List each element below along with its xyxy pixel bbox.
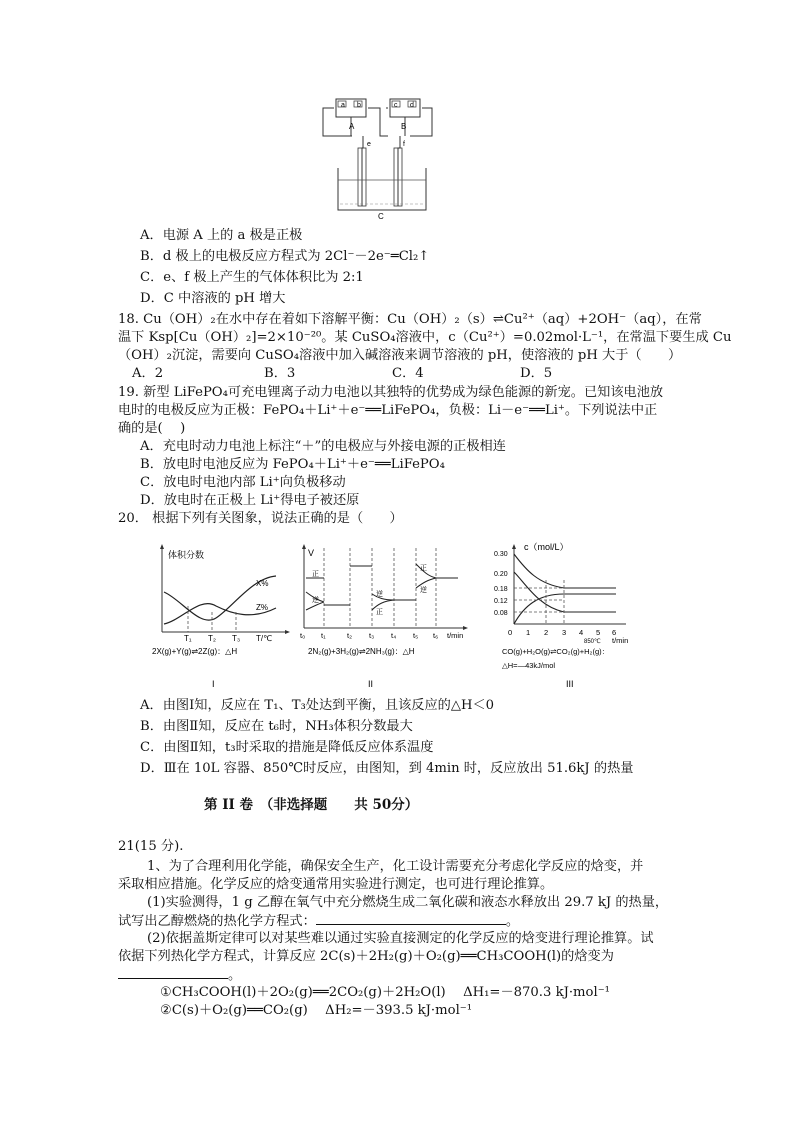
q18-option-b: B．3 xyxy=(264,366,296,381)
q19-option-b: B．放电时电池反应为 FePO₄＋Li⁺＋e⁻══LiFePO₄ xyxy=(140,457,445,472)
q21-p1-line1: 1、为了合理利用化学能，确保安全生产，化工设计需要充分考虑化学反应的焓变，并 xyxy=(147,859,644,874)
graph1-x-label: X% xyxy=(256,579,269,588)
graph2-tick-t6: t₆ xyxy=(433,631,439,640)
graph2-tick-t2: t₂ xyxy=(347,631,352,640)
graph2-v-neg-3: 逆 xyxy=(420,587,427,594)
graph3-xtick-1: 1 xyxy=(526,628,531,637)
electrolysis-diagram xyxy=(318,96,438,221)
graph2-v-pos-3: 正 xyxy=(420,565,427,572)
graph2-caption: II xyxy=(368,679,374,689)
q18-option-c: C．4 xyxy=(392,366,424,381)
graph3-ylabel: c（mol/L） xyxy=(524,542,569,552)
graph2-tick-t0: t₀ xyxy=(300,631,306,640)
graph2-tick-t1: t₁ xyxy=(321,631,326,640)
graph3-ytick-008: 0.08 xyxy=(494,610,508,617)
label-f: f xyxy=(403,141,405,148)
q18-line2: 温下 Ksp[Cu（OH）₂]=2×10⁻²⁰。某 CuSO₄溶液中，c（Cu²⁺）=0.02mol·L⁻¹，在常温下要生成 Cu xyxy=(118,330,732,345)
answer-blank-1[interactable] xyxy=(316,912,506,925)
graph2-tick-t4: t₄ xyxy=(391,631,397,640)
q17-option-d: D．C 中溶液的 pH 增大 xyxy=(140,291,286,306)
graph3-ytick-012: 0.12 xyxy=(494,598,508,605)
graph1-z-label: Z% xyxy=(256,603,268,612)
graph3-axis: t/min xyxy=(612,636,629,645)
graph-2 xyxy=(296,540,482,690)
q21-eq2: ②C(s)＋O₂(g)══CO₂(g) ΔH₂=－393.5 kJ·mol⁻¹ xyxy=(160,1003,473,1018)
graph2-v-pos-1: 正 xyxy=(312,571,319,578)
label-d: d xyxy=(410,102,414,109)
graph-3 xyxy=(486,540,666,690)
q20-stem: 20． 根据下列有关图象，说法正确的是（ ） xyxy=(118,511,403,526)
graph2-equation: 2N₂(g)+3H₂(g)⇌2NH₃(g)：△H xyxy=(308,647,415,656)
graph2-axis: t/min xyxy=(447,631,464,640)
graph3-equation: CO(g)+H₂O(g)⇌CO₂(g)+H₂(g)： xyxy=(502,647,610,656)
q18-option-d: D．5 xyxy=(520,366,553,381)
label-e: e xyxy=(367,141,371,148)
q21-p2-line1: (1)实验测得，1 g 乙醇在氧气中充分燃烧生成二氧化碳和液态水释放出 29.7 kJ 的热量， xyxy=(147,895,669,910)
graph1-ylabel: 体积分数 xyxy=(168,550,205,560)
q18-line3: （OH）₂沉淀，需要向 CuSO₄溶液中加入碱溶液来调节溶液的 pH，使溶液的 pH 大于（ ） xyxy=(118,348,682,363)
q21-p3-end: 。 xyxy=(228,968,242,983)
graph2-tick-t5: t₅ xyxy=(413,631,419,640)
label-C: C xyxy=(378,212,384,221)
graph3-caption: III xyxy=(566,679,574,689)
graph-1 xyxy=(152,540,292,690)
q21-p3-line1: (2)依据盖斯定律可以对某些难以通过实验直接测定的化学反应的焓变进行理论推算。试 xyxy=(147,931,654,946)
q20-option-d: D．Ⅲ在 10L 容器、850℃时反应，由图知，到 4min 时，反应放出 51.6kJ 的热量 xyxy=(140,761,634,776)
graph3-xtick-0: 0 xyxy=(508,628,513,637)
q19-line1: 19. 新型 LiFePO₄可充电锂离子动力电池以其独特的优势成为绿色能源的新宠。已知该电池放 xyxy=(118,385,664,400)
q19-option-a: A．充电时动力电池上标注“＋”的电极应与外接电源的正极相连 xyxy=(140,439,506,454)
q20-option-a: A．由图Ⅰ知，反应在 T₁、T₃处达到平衡，且该反应的△H＜0 xyxy=(140,698,495,713)
label-a: a xyxy=(341,102,345,109)
q19-option-c: C．放电时电池内部 Li⁺向负极移动 xyxy=(140,475,346,490)
q20-option-b: B．由图Ⅱ知，反应在 t₆时，NH₃体积分数最大 xyxy=(140,719,413,734)
label-A: A xyxy=(349,122,355,131)
graph1-equation: 2X(g)+Y(g)⇌2Z(g)：△H xyxy=(152,647,238,656)
graph1-caption: I xyxy=(212,679,215,689)
graph2-v-pos-2: 正 xyxy=(376,609,383,616)
label-c: c xyxy=(394,102,398,109)
graph3-ytick-030: 0.30 xyxy=(494,551,508,558)
q21-p3-line2: 依据下列热化学方程式，计算反应 2C(s)＋2H₂(g)＋O₂(g)══CH₃COOH(l)的焓变为 xyxy=(118,949,614,964)
graph3-xtick-5: 5 xyxy=(596,628,601,637)
graph1-t1: T₁ xyxy=(184,634,192,643)
graph3-ytick-020: 0.20 xyxy=(494,571,508,578)
graph3-xtick-6: 6 xyxy=(612,628,617,637)
q19-option-d: D．放电时在正极上 Li⁺得电子被还原 xyxy=(140,493,360,508)
graph2-v-neg-1: 逆 xyxy=(312,597,319,604)
q21-eq1: ①CH₃COOH(l)＋2O₂(g)══2CO₂(g)＋2H₂O(l) ΔH₁=－870.3 kJ·mol⁻¹ xyxy=(160,985,610,1000)
graph1-t3: T₃ xyxy=(232,634,241,643)
graph3-temp: 850℃ xyxy=(584,639,601,645)
label-B: B xyxy=(401,122,407,131)
graph3-dh: △H=—43kJ/mol xyxy=(502,661,556,670)
graph2-ylabel: V xyxy=(308,548,315,558)
q21-p3-line3 xyxy=(118,966,241,985)
section-title: 第 II 卷 （非选择题 共 50分） xyxy=(204,797,419,813)
graph1-t2: T₂ xyxy=(208,634,216,643)
answer-blank-2[interactable] xyxy=(118,966,228,979)
q19-line2: 电时的电极反应为正极：FePO₄＋Li⁺＋e⁻══LiFePO₄，负极：Li－e⁻══Li⁺。下列说法中正 xyxy=(118,403,658,418)
graph2-tick-t3: t₃ xyxy=(369,631,375,640)
q18-option-a: A．2 xyxy=(132,366,164,381)
q21-header: 21(15 分). xyxy=(118,839,184,854)
label-b: b xyxy=(357,102,361,109)
q17-option-c: C．e、f 极上产生的气体体积比为 2:1 xyxy=(140,270,364,285)
graph2-v-neg-2: 逆 xyxy=(376,591,383,598)
q18-line1: 18. Cu（OH）₂在水中存在着如下溶解平衡：Cu（OH）₂（s）⇌Cu²⁺（aq）+2OH⁻（aq），在常 xyxy=(118,312,702,327)
graph3-xtick-3: 3 xyxy=(562,628,567,637)
q21-p1-line2: 采取相应措施。化学反应的焓变通常用实验进行测定，也可进行理论推算。 xyxy=(118,877,554,892)
q19-line3: 确的是( ) xyxy=(118,421,186,436)
q21-p2-prompt: 试写出乙醇燃烧的热化学方程式： xyxy=(118,914,316,929)
graph3-ytick-018: 0.18 xyxy=(494,586,508,593)
q20-option-c: C．由图Ⅱ知，t₃时采取的措施是降低反应体系温度 xyxy=(140,740,434,755)
graph3-xtick-4: 4 xyxy=(579,628,584,637)
q21-p2-end: 。 xyxy=(505,914,519,929)
q17-option-b: B．d 极上的电极反应方程式为 2Cl⁻－2e⁻═Cl₂↑ xyxy=(140,249,430,264)
q17-option-a: A．电源 A 上的 a 极是正极 xyxy=(140,228,303,243)
graph3-xtick-2: 2 xyxy=(544,628,549,637)
q21-p2-line2 xyxy=(118,912,519,931)
graph1-axis: T/℃ xyxy=(256,634,273,643)
